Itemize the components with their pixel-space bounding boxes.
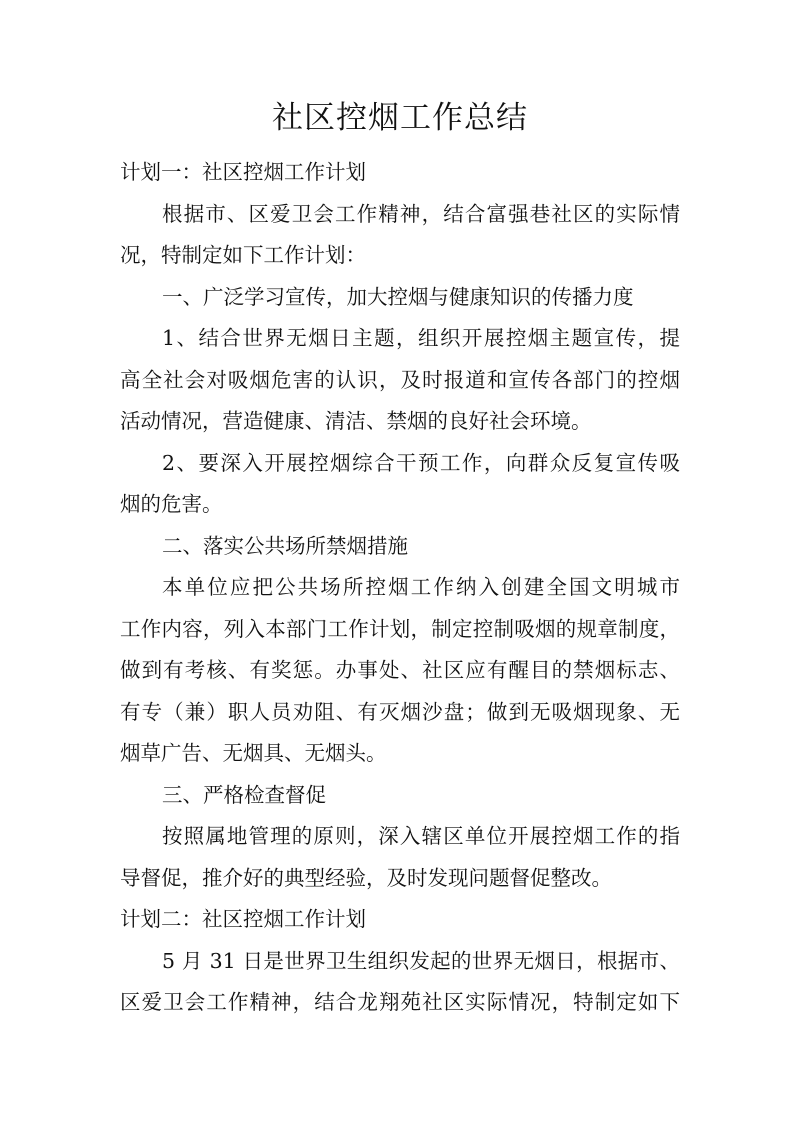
paragraph-line: 活动情况，营造健康、清洁、禁烟的良好社会环境。 xyxy=(120,409,592,433)
document-title: 社区控烟工作总结 xyxy=(272,100,528,136)
paragraph-line: 烟的危害。 xyxy=(120,492,223,516)
paragraph-line: 区爱卫会工作精神，结合龙翔苑社区实际情况，特制定如下 xyxy=(120,990,680,1014)
paragraph-line: 况，特制定如下工作计划： xyxy=(120,243,366,267)
section-heading-one: 一、广泛学习宣传，加大控烟与健康知识的传播力度 xyxy=(162,284,634,309)
section-heading-two: 二、落实公共场所禁烟措施 xyxy=(162,533,408,558)
paragraph-line: 高全社会对吸烟危害的认识，及时报道和宣传各部门的控烟 xyxy=(120,367,680,392)
paragraph-line: 按照属地管理的原则，深入辖区单位开展控烟工作的指 xyxy=(162,824,680,848)
paragraph-line: 导督促，推介好的典型经验，及时发现问题督促整改。 xyxy=(120,865,612,890)
paragraph-line: 2、要深入开展控烟综合干预工作，向群众反复宣传吸 xyxy=(162,450,680,475)
section-heading-three: 三、严格检查督促 xyxy=(162,782,326,807)
paragraph-line: 本单位应把公共场所控烟工作纳入创建全国文明城市 xyxy=(162,575,680,599)
paragraph-line: 烟草广告、无烟具、无烟头。 xyxy=(120,741,387,765)
paragraph-line: 有专（兼）职人员劝阻、有灭烟沙盘；做到无吸烟现象、无 xyxy=(120,699,680,724)
paragraph-line: 根据市、区爱卫会工作精神，结合富强巷社区的实际情 xyxy=(162,201,680,226)
paragraph-line: 工作内容，列入本部门工作计划，制定控制吸烟的规章制度， xyxy=(120,616,680,641)
document-body xyxy=(120,152,680,1024)
paragraph-line: 1、结合世界无烟日主题，组织开展控烟主题宣传，提 xyxy=(162,326,680,350)
paragraph-line: 做到有考核、有奖惩。办事处、社区应有醒目的禁烟标志、 xyxy=(120,658,680,682)
plan-one-heading: 计划一：社区控烟工作计划 xyxy=(120,160,366,184)
paragraph-line: 5 月 31 日是世界卫生组织发起的世界无烟日，根据市、 xyxy=(162,948,680,973)
plan-two-heading: 计划二：社区控烟工作计划 xyxy=(120,907,366,931)
